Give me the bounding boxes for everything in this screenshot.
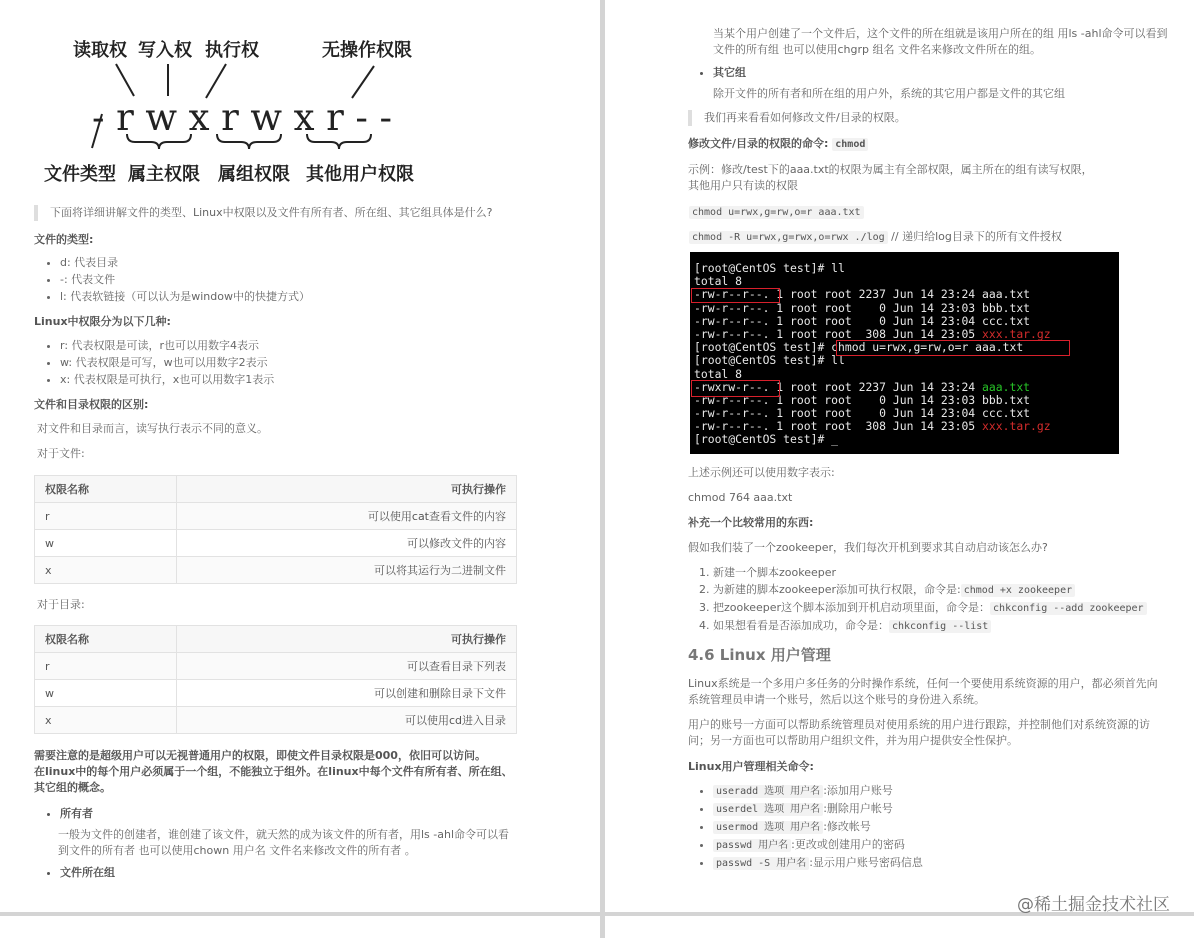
modify-title <box>688 136 868 153</box>
other-title: • 其它组 <box>713 64 746 81</box>
user-cmd-text: :添加用户账号 <box>823 784 893 797</box>
para-account: 用户的账号一方面可以帮助系统管理员对使用系统的用户进行跟踪，并控制他们对系统资源的访问；另一方面也可以帮助用户组织文件，并为用户提供安全性保护。 <box>688 718 1150 747</box>
arrow-exec <box>206 64 226 98</box>
cell-op: 可以将其运行为二进制文件 <box>177 557 517 584</box>
col-header-op: 可执行操作 <box>177 476 517 503</box>
highlight-box-perm2 <box>691 380 780 397</box>
highlight-box-cmd <box>836 340 1070 356</box>
term-line: -rw-r--r--. 1 root root 0 Jun 14 23:04 ccc.txt <box>694 406 1031 421</box>
cell-op: 可以使用cd进入目录 <box>177 707 517 734</box>
cell-perm: x <box>35 707 177 734</box>
other-list <box>689 64 746 81</box>
right-page <box>605 0 1194 912</box>
user-cmd-item <box>713 800 923 818</box>
permission-diagram <box>40 30 440 190</box>
user-cmd-item <box>713 854 923 872</box>
perm-string: -rwxrwxr-- <box>92 96 392 139</box>
cmd2: chmod -R u=rwx,g=rwx,o=rwx ./log <box>689 231 888 244</box>
term-perm: -rwxrw-r--. <box>694 379 770 394</box>
cmd1: chmod u=rwx,g=rw,o=r aaa.txt <box>689 206 864 219</box>
owner-desc: 一般为文件的创建者，谁创建了该文件，就天然的成为该文件的所有者，用ls -ahl命令可以看到文件的所有者 也可以使用chown 用户名 文件名来修改文件的所有者 。 <box>58 828 510 857</box>
term-line: [root@CentOS test]# ll <box>694 261 845 275</box>
num-example: chmod 764 aaa.txt <box>688 491 793 504</box>
note-superuser: 需要注意的是超级用户可以无视普通用户的权限，即使文件目录权限是000，依旧可以访问。 <box>34 749 486 762</box>
label-others: 其他用户权限 <box>306 164 414 185</box>
terminal-screenshot <box>690 252 1119 454</box>
list-item: • -: 代表文件 <box>60 271 310 288</box>
para-multiuser: Linux系统是一个多用户多任务的分时操作系统，任何一个要使用系统资源的用户，都必须首先向系统管理员申请一个账号，然后以这个账号的身份进入系统。 <box>688 677 1158 706</box>
arrow-read <box>116 64 134 96</box>
for-dir-label: 对于目录: <box>37 598 85 611</box>
intro-quote <box>34 205 554 221</box>
list-item: • x: 代表权限是可执行，x也可以用数字1表示 <box>60 371 274 388</box>
user-cmd-text: :更改或创建用户的密码 <box>791 838 905 851</box>
term-line: -rw-r--r--. 1 root root 0 Jun 14 23:03 bbb.txt <box>694 300 1031 315</box>
cell-perm: r <box>35 503 177 530</box>
user-cmd-text: :显示用户账号密码信息 <box>809 856 923 869</box>
cmd2-line <box>689 229 1062 246</box>
cell-perm: r <box>35 653 177 680</box>
term-rest: -rw-r--r--. 1 root root 308 Jun 14 23:05 <box>694 419 983 434</box>
label-type: 文件类型 <box>44 164 116 185</box>
step-item <box>713 617 1147 635</box>
highlight-box-perm1 <box>691 288 780 303</box>
perm-title: Linux中权限分为以下几种: <box>34 315 171 328</box>
cell-op: 可以创建和删除目录下文件 <box>177 680 517 707</box>
term-file-red: xxx.tar.gz <box>982 326 1051 341</box>
user-cmd-code: passwd -S 用户名 <box>713 857 809 870</box>
term-line: total 8 <box>694 366 743 381</box>
user-cmd-item <box>713 818 923 836</box>
owner-title: • 所有者 <box>60 805 93 822</box>
term-rest: -rw-r--r--. 1 root root 308 Jun 14 23:05 <box>694 326 983 341</box>
steps-list <box>689 564 1147 635</box>
col-header-name: 权限名称 <box>35 476 177 503</box>
table-row <box>35 680 517 707</box>
step-text: 为新建的脚本zookeeper添加可执行权限，命令是: <box>713 583 961 596</box>
list-item: • l: 代表软链接（可以认为是window中的快捷方式） <box>60 288 310 305</box>
step-item <box>713 599 1147 617</box>
step-code: chkconfig --add zookeeper <box>990 602 1147 615</box>
other-desc: 除开文件的所有者和所在组的用户外，系统的其它用户都是文件的其它组 <box>713 87 1065 100</box>
user-cmd-item <box>713 782 923 800</box>
user-cmd-text: :修改帐号 <box>823 820 871 833</box>
note-groups: 在linux中的每个用户必须属于一个组，不能独立于组外。在linux中每个文件有所有者、所在组、其它组的概念。 <box>34 765 513 794</box>
section-title: 4.6 Linux 用户管理 <box>688 646 831 664</box>
user-cmd-code: passwd 用户名 <box>713 839 791 852</box>
term-file-red: xxx.tar.gz <box>982 419 1051 434</box>
left-page <box>0 0 600 912</box>
col-header-name: 权限名称 <box>35 626 177 653</box>
step-code: chkconfig --list <box>889 620 991 633</box>
diff-title: 文件和目录权限的区别: <box>34 398 149 411</box>
supp-title: 补充一个比较常用的东西: <box>688 516 814 529</box>
next-page-right <box>605 916 1194 938</box>
arrow-none <box>352 66 374 98</box>
term-cmd: chmod u=rwx,g=rw,o=r aaa.txt <box>831 340 1024 355</box>
term-line: total 8 <box>694 274 743 289</box>
user-cmd-code: usermod 选项 用户名 <box>713 821 823 834</box>
step-item <box>713 564 1147 581</box>
file-perm-table <box>34 475 517 584</box>
diff-desc: 对文件和目录而言，读写执行表示不同的意义。 <box>37 422 268 435</box>
step-code: chmod +x zookeeper <box>961 584 1075 597</box>
diagram-svg <box>40 30 440 190</box>
modify-title-text: 修改文件/目录的权限的命令: <box>688 137 829 150</box>
list-item: • r: 代表权限是可读，r也可以用数字4表示 <box>60 337 274 354</box>
term-line: [root@CentOS test]# _ <box>694 432 839 447</box>
owner-list <box>36 805 93 822</box>
table-row <box>35 653 517 680</box>
supp-desc: 假如我们装了一个zookeeper，我们每次开机到要求其自动启动该怎么办? <box>688 541 1048 554</box>
step-text: 把zookeeper这个脚本添加到开机启动项里面，命令是： <box>713 601 991 614</box>
cell-op: 可以使用cat查看文件的内容 <box>177 503 517 530</box>
for-file-label: 对于文件: <box>37 447 85 460</box>
table-row <box>35 557 517 584</box>
intro-text: 下面将详细讲解文件的类型、Linux中权限以及文件有所有者、所在组、其它组具体是什么? <box>34 205 554 221</box>
user-cmd-text: :删除用户帐号 <box>823 802 893 815</box>
list-item: • w: 代表权限是可写，w也可以用数字2表示 <box>60 354 274 371</box>
num-example-desc: 上述示例还可以使用数字表示: <box>688 466 835 479</box>
file-types-title: 文件的类型: <box>34 233 94 246</box>
col-header-op: 可执行操作 <box>177 626 517 653</box>
label-write: 写入权 <box>138 40 192 61</box>
cell-perm: x <box>35 557 177 584</box>
example-line2: 其他用户只有读的权限 <box>688 179 798 192</box>
label-exec: 执行权 <box>205 40 259 61</box>
cell-op: 可以修改文件的内容 <box>177 530 517 557</box>
quote-text: 我们再来看看如何修改文件/目录的权限。 <box>688 110 1158 126</box>
cmd1-line <box>689 204 864 221</box>
next-page-left <box>0 916 600 938</box>
group-desc: 当某个用户创建了一个文件后，这个文件的所在组就是该用户所在的组 用ls -ahl命令可以看到文件的所有组 也可以使用chgrp 组名 文件名来修改文件所在的组。 <box>713 27 1168 56</box>
term-line: -rw-r--r--. 1 root root 0 Jun 14 23:04 ccc.txt <box>694 313 1031 328</box>
term-line: [root@CentOS test]# ll <box>694 353 845 368</box>
modify-cmd: chmod <box>832 138 868 151</box>
dir-perm-table <box>34 625 517 734</box>
step-text: 如果想看看是否添加成功，命令是： <box>713 619 889 632</box>
term-perm: -rw-r--r--. <box>694 287 770 302</box>
perm-list <box>36 337 274 388</box>
modify-quote <box>688 110 1158 126</box>
step-item <box>713 581 1147 599</box>
step-text: 新建一个脚本zookeeper <box>713 566 837 579</box>
table-row <box>35 530 517 557</box>
user-cmd-code: useradd 选项 用户名 <box>713 785 823 798</box>
term-rest: 1 root root 2237 Jun 14 23:24 aaa.txt <box>769 287 1031 302</box>
table-row <box>35 707 517 734</box>
cell-perm: w <box>35 530 177 557</box>
label-group: 属组权限 <box>218 164 290 185</box>
user-cmd-item <box>713 836 923 854</box>
user-cmd-list <box>689 782 923 872</box>
cmd2-note: // 递归给log目录下的所有文件授权 <box>891 230 1062 243</box>
example-line1: 示例：修改/test下的aaa.txt的权限为属主有全部权限，属主所在的组有读写权限， <box>688 163 1093 176</box>
list-item: • d: 代表目录 <box>60 254 310 271</box>
watermark: @稀土掘金技术社区 <box>1017 895 1170 915</box>
note-block <box>34 748 518 796</box>
file-types-list <box>36 254 310 305</box>
term-file-green: aaa.txt <box>982 379 1031 394</box>
term-rest: 1 root root 2237 Jun 14 23:24 <box>769 379 983 394</box>
term-prompt: [root@CentOS test]# <box>694 340 832 355</box>
table-header-row <box>35 476 517 503</box>
cell-op: 可以查看目录下列表 <box>177 653 517 680</box>
group-list <box>36 864 115 881</box>
user-cmd-code: userdel 选项 用户名 <box>713 803 823 816</box>
table-header-row <box>35 626 517 653</box>
cell-perm: w <box>35 680 177 707</box>
user-cmd-title: Linux用户管理相关命令: <box>688 760 814 773</box>
label-owner: 属主权限 <box>128 164 200 185</box>
group-title: • 文件所在组 <box>60 864 115 881</box>
term-line: -rw-r--r--. 1 root root 0 Jun 14 23:03 bbb.txt <box>694 392 1031 407</box>
label-none: 无操作权限 <box>322 40 412 61</box>
table-row <box>35 503 517 530</box>
label-read: 读取权 <box>73 40 127 61</box>
